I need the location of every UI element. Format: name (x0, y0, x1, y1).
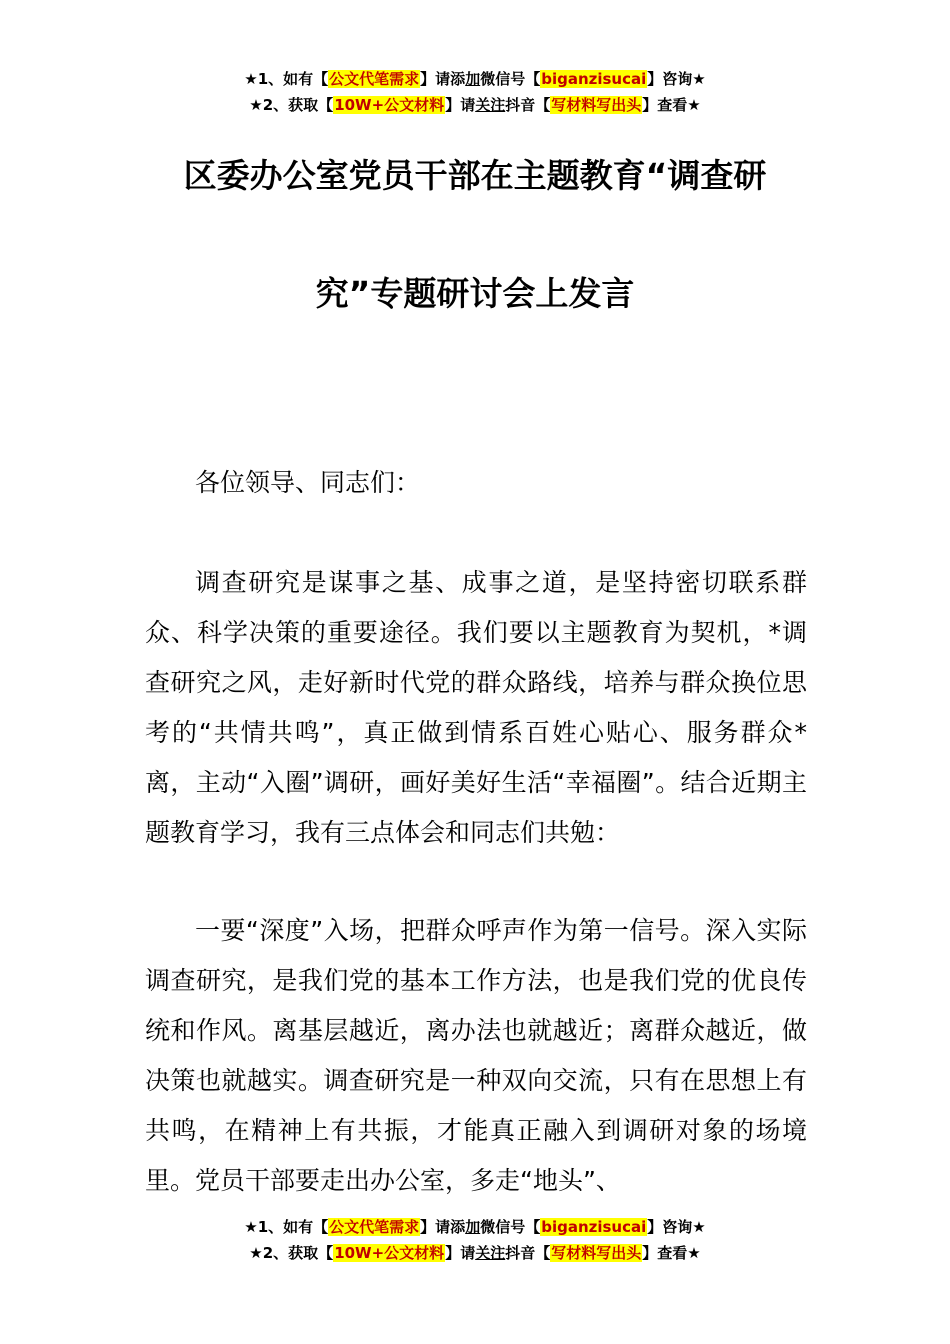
ad-highlight: biganzisucai (541, 1218, 647, 1236)
ad-text: 微信号【 (480, 1218, 541, 1236)
ad-underline: 关注 (475, 1244, 506, 1262)
ad-text: ★2、获取【 (249, 1244, 334, 1262)
ad-text: 】咨询★ (647, 1218, 706, 1236)
salutation: 各位领导、同志们： (195, 468, 421, 497)
ad-line-1 (0, 1214, 950, 1240)
ad-underline: 关注 (475, 96, 506, 114)
ad-text: 】请 (445, 96, 476, 114)
ad-text: 】请添 (420, 1218, 466, 1236)
ad-underline: 加 (465, 70, 481, 88)
body-paragraph: 调查研究是谋事之基、成事之道，是坚持密切联系群众、科学决策的重要途径。我们要以主题教育为契机，*调查研究之风，走好新时代党的群众路线，培养与群众换位思考的“共情共鸣”，真正做到情系百姓心贴心、服务群众*离，主动“入圈”调研，画好美好生活“幸福圈”。结合近期主题教育学习，我有三点体会和同志们共勉： (145, 568, 807, 847)
ad-text: 】咨询★ (647, 70, 706, 88)
ad-highlight: 公文代笔需求 (329, 1218, 420, 1236)
ad-highlight: 写材料写出头 (551, 96, 642, 114)
ad-text: 】请 (445, 1244, 476, 1262)
ad-text: 】请添 (420, 70, 466, 88)
ad-highlight: biganzisucai (541, 70, 647, 88)
ad-line-1 (0, 66, 950, 92)
ad-text: 抖音【 (505, 96, 551, 114)
ad-text: ★1、如有【 (244, 70, 329, 88)
document-title-line-2: 究”专题研讨会上发言 (315, 274, 635, 313)
ad-line-2 (0, 1240, 950, 1266)
ad-highlight: 10W+公文材料 (334, 96, 445, 114)
body-paragraph: 一要“深度”入场，把群众呼声作为第一信号。深入实际调查研究，是我们党的基本工作方法，也是我们党的优良传统和作风。离基层越近，离办法也就越近；离群众越近，做决策也就越实。调查研究是一种双向交流，只有在思想上有共鸣，在精神上有共振，才能真正融入到调研对象的场境里。党员干部要走出办公室，多走“地头”、 (145, 916, 807, 1195)
ad-highlight: 公文代笔需求 (329, 70, 420, 88)
ad-text: ★1、如有【 (244, 1218, 329, 1236)
ad-text: 抖音【 (505, 1244, 551, 1262)
ad-underline: 加 (465, 1218, 481, 1236)
ad-highlight: 10W+公文材料 (334, 1244, 445, 1262)
footer-ad-banner (0, 1214, 950, 1266)
document-title-line-1: 区委办公室党员干部在主题教育“调查研 (183, 156, 767, 195)
ad-highlight: 写材料写出头 (551, 1244, 642, 1262)
ad-text: 】查看★ (642, 1244, 701, 1262)
ad-text: ★2、获取【 (249, 96, 334, 114)
header-ad-banner (0, 66, 950, 118)
ad-text: 微信号【 (480, 70, 541, 88)
ad-line-2 (0, 92, 950, 118)
ad-text: 】查看★ (642, 96, 701, 114)
